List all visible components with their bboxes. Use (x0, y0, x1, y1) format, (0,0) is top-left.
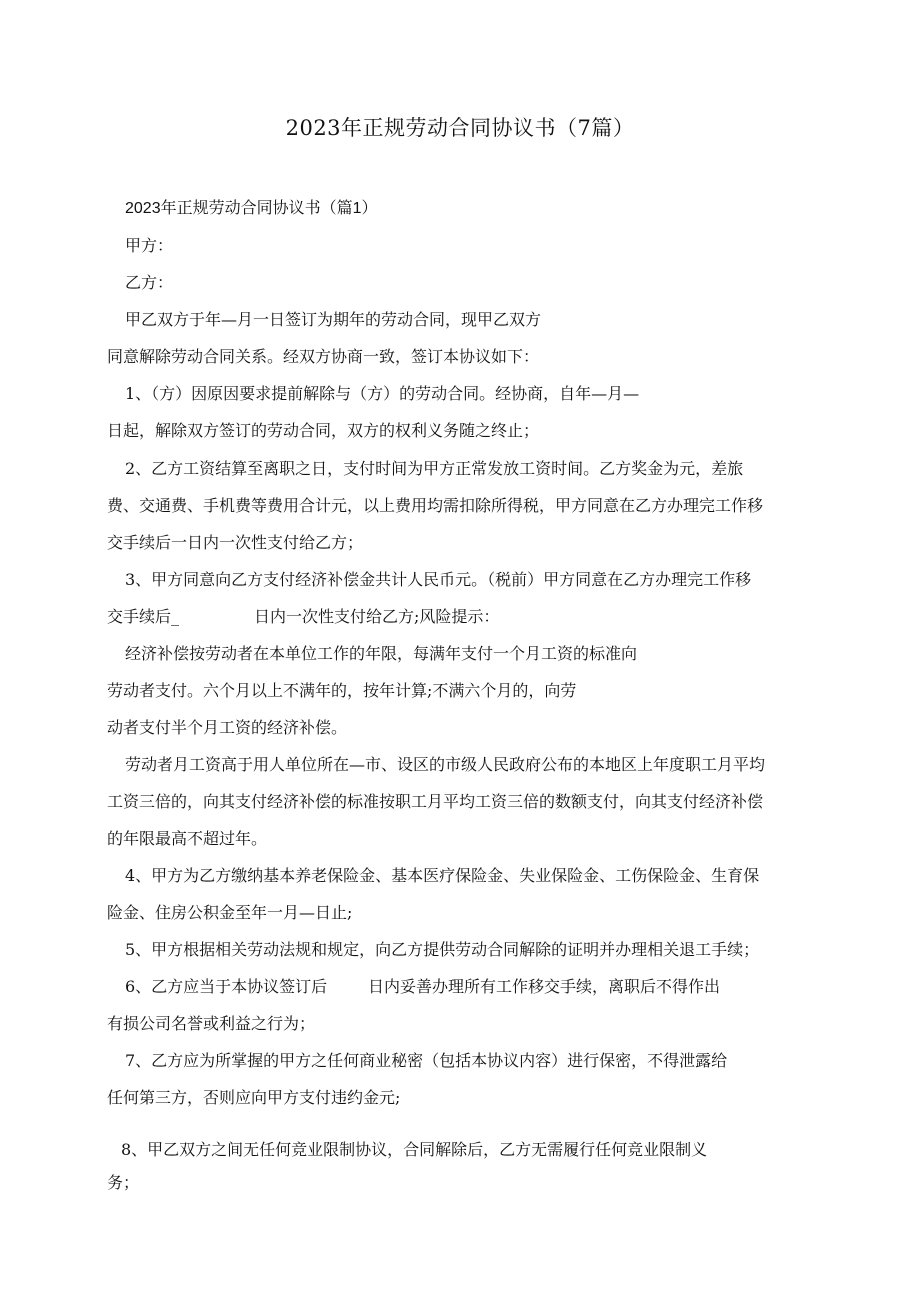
paragraph-line: 工资三倍的，向其支付经济补偿的标准按职工月平均工资三倍的数额支付，向其支付经济补偿 (107, 792, 764, 811)
clause-2-line: 2、乙方工资结算至离职之日，支付时间为甲方正常发放工资时间。乙方奖金为元，差旅 (125, 459, 744, 478)
risk-note-line: 劳动者支付。六个月以上不满年的，按年计算;不满六个月的，向劳 (107, 681, 577, 700)
clause-3-line: 交手续后_ (107, 607, 180, 626)
clause-7-line: 7、乙方应为所掌握的甲方之任何商业秘密（包括本协议内容）进行保密，不得泄露给 (125, 1051, 728, 1070)
clause-2-line: 交手续后一日内一次性支付给乙方； (107, 533, 364, 552)
clause-6-line: 日内妥善办理所有工作移交手续，离职后不得作出 (368, 977, 721, 996)
document-title: 2023年正规劳动合同协议书（7篇） (285, 116, 635, 140)
paragraph-line: 的年限最高不超过年。 (107, 829, 268, 848)
section-heading: 2023年正规劳动合同协议书（篇1） (125, 200, 378, 217)
clause-3-line: 日内一次性支付给乙方;风险提示： (254, 607, 500, 626)
paragraph-line: 甲乙双方于年—月一日签订为期年的劳动合同，现甲乙双方 (125, 310, 542, 329)
clause-1-line: 1、（方）因原因要求提前解除与（方）的劳动合同。经协商，自年—月— (125, 384, 640, 403)
paragraph-line: 同意解除劳动合同关系。经双方协商一致，签订本协议如下： (107, 347, 540, 366)
risk-note-line: 动者支付半个月工资的经济补偿。 (107, 718, 348, 737)
clause-2-line: 费、交通费、手机费等费用合计元，以上费用均需扣除所得税，甲方同意在乙方办理完工作移 (107, 496, 764, 515)
clause-4-line: 险金、住房公积金至年一月—日止; (107, 903, 353, 922)
clause-6-line: 有损公司名誉或利益之行为； (107, 1014, 316, 1033)
clause-6-line: 6、乙方应当于本协议签订后 (125, 977, 328, 996)
clause-1-line: 日起，解除双方签订的劳动合同，双方的权利义务随之终止； (107, 421, 540, 440)
risk-note-line: 经济补偿按劳动者在本单位工作的年限，每满年支付一个月工资的标准向 (125, 644, 638, 663)
party-a-line: 甲方： (125, 236, 174, 255)
clause-5-line: 5、甲方根据相关劳动法规和规定，向乙方提供劳动合同解除的证明并办理相关退工手续； (125, 940, 760, 959)
clause-8-line: 务； (107, 1173, 140, 1192)
clause-7-line: 任何第三方，否则应向甲方支付违约金元; (107, 1088, 401, 1107)
clause-8-line: 8、甲乙双方之间无任何竞业限制协议，合同解除后，乙方无需履行任何竞业限制义 (121, 1140, 708, 1159)
clause-4-line: 4、甲方为乙方缴纳基本养老保险金、基本医疗保险金、失业保险金、工伤保险金、生育保 (125, 866, 760, 885)
clause-3-line: 3、甲方同意向乙方支付经济补偿金共计人民币元。（税前）甲方同意在乙方办理完工作移 (125, 570, 752, 589)
party-b-line: 乙方： (125, 273, 174, 292)
paragraph-line: 劳动者月工资高于用人单位所在—市、设区的市级人民政府公布的本地区上年度职工月平均 (125, 755, 766, 774)
